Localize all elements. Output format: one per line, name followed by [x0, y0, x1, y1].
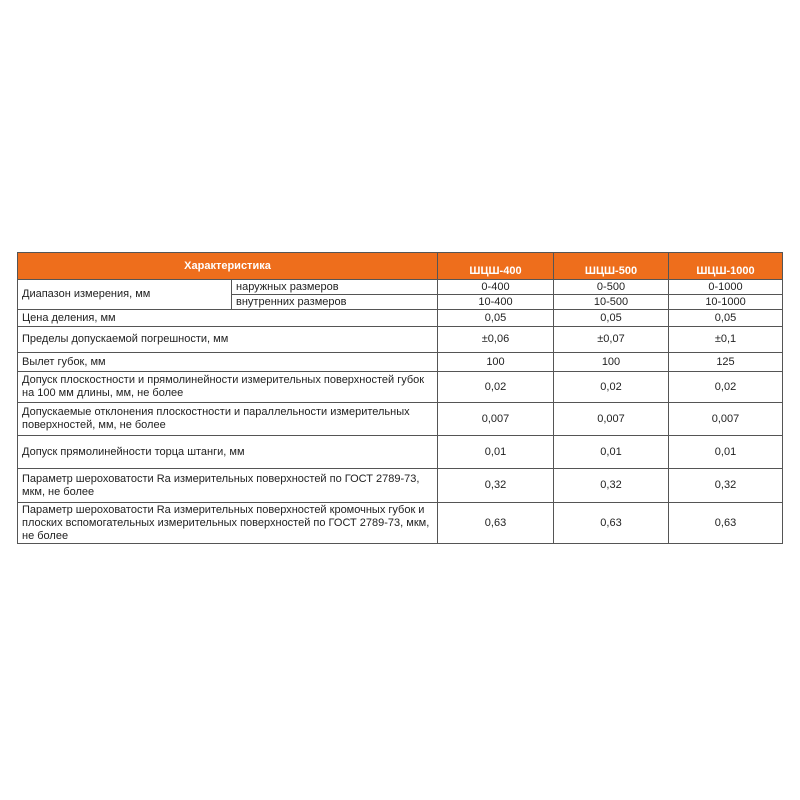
- cell-value: 0,63: [438, 503, 554, 544]
- cell-value: 0,05: [438, 310, 554, 327]
- cell-value: 0,007: [554, 403, 669, 436]
- row-label-parallel: Допускаемые отклонения плоскостности и параллельности измерительных поверхностей, мм, не более: [18, 403, 438, 436]
- row-sublabel-inner: внутренних размеров: [232, 295, 438, 310]
- row-label-jaws: Вылет губок, мм: [18, 353, 438, 372]
- cell-value: 0-1000: [669, 280, 783, 295]
- cell-value: 0,63: [554, 503, 669, 544]
- cell-value: 0,02: [554, 372, 669, 403]
- header-model-2: ШЦШ-500: [554, 253, 669, 280]
- row-label-rod-end: Допуск прямолинейности торца штанги, мм: [18, 436, 438, 469]
- cell-value: 0,01: [438, 436, 554, 469]
- header-characteristic: Характеристика: [18, 253, 438, 280]
- cell-value: 10-1000: [669, 295, 783, 310]
- table-row: [18, 503, 783, 544]
- table-row: [18, 327, 783, 353]
- cell-value: 0,01: [554, 436, 669, 469]
- row-sublabel-outer: наружных размеров: [232, 280, 438, 295]
- cell-value: 0-400: [438, 280, 554, 295]
- cell-value: 0,02: [669, 372, 783, 403]
- cell-value: 10-400: [438, 295, 554, 310]
- cell-value: 0,05: [669, 310, 783, 327]
- cell-value: ±0,07: [554, 327, 669, 353]
- cell-value: 125: [669, 353, 783, 372]
- cell-value: 100: [438, 353, 554, 372]
- cell-value: 10-500: [554, 295, 669, 310]
- cell-value: 0,32: [554, 469, 669, 503]
- cell-value: 0,02: [438, 372, 554, 403]
- row-label-range: Диапазон измерения, мм: [18, 280, 232, 310]
- table-row: [18, 403, 783, 436]
- cell-value: ±0,06: [438, 327, 554, 353]
- header-model-3: ШЦШ-1000: [669, 253, 783, 280]
- cell-value: 0,007: [669, 403, 783, 436]
- cell-value: 0,32: [669, 469, 783, 503]
- row-label-roughness-1: Параметр шероховатости Ra измерительных поверхностей по ГОСТ 2789-73, мкм, не более: [18, 469, 438, 503]
- cell-value: 0,05: [554, 310, 669, 327]
- cell-value: 0,01: [669, 436, 783, 469]
- cell-value: 100: [554, 353, 669, 372]
- header-row: [18, 253, 783, 264]
- row-label-division: Цена деления, мм: [18, 310, 438, 327]
- cell-value: 0,32: [438, 469, 554, 503]
- row-label-error: Пределы допускаемой погрешности, мм: [18, 327, 438, 353]
- row-label-roughness-2: Параметр шероховатости Ra измерительных поверхностей кромочных губок и плоских вспомогательных измерительных поверхностей по ГОСТ 2789-73, мкм, не более: [18, 503, 438, 544]
- table-row: [18, 436, 783, 469]
- cell-value: 0,63: [669, 503, 783, 544]
- table-row: [18, 280, 783, 295]
- row-label-flatness: Допуск плоскостности и прямолинейности измерительных поверхностей губок на 100 мм длины, мм, не более: [18, 372, 438, 403]
- cell-value: 0-500: [554, 280, 669, 295]
- cell-value: ±0,1: [669, 327, 783, 353]
- table-row: [18, 469, 783, 503]
- table-row: [18, 353, 783, 372]
- spec-table: [17, 252, 783, 544]
- table-row: [18, 372, 783, 403]
- header-model-1: ШЦШ-400: [438, 253, 554, 280]
- cell-value: 0,007: [438, 403, 554, 436]
- table-row: [18, 310, 783, 327]
